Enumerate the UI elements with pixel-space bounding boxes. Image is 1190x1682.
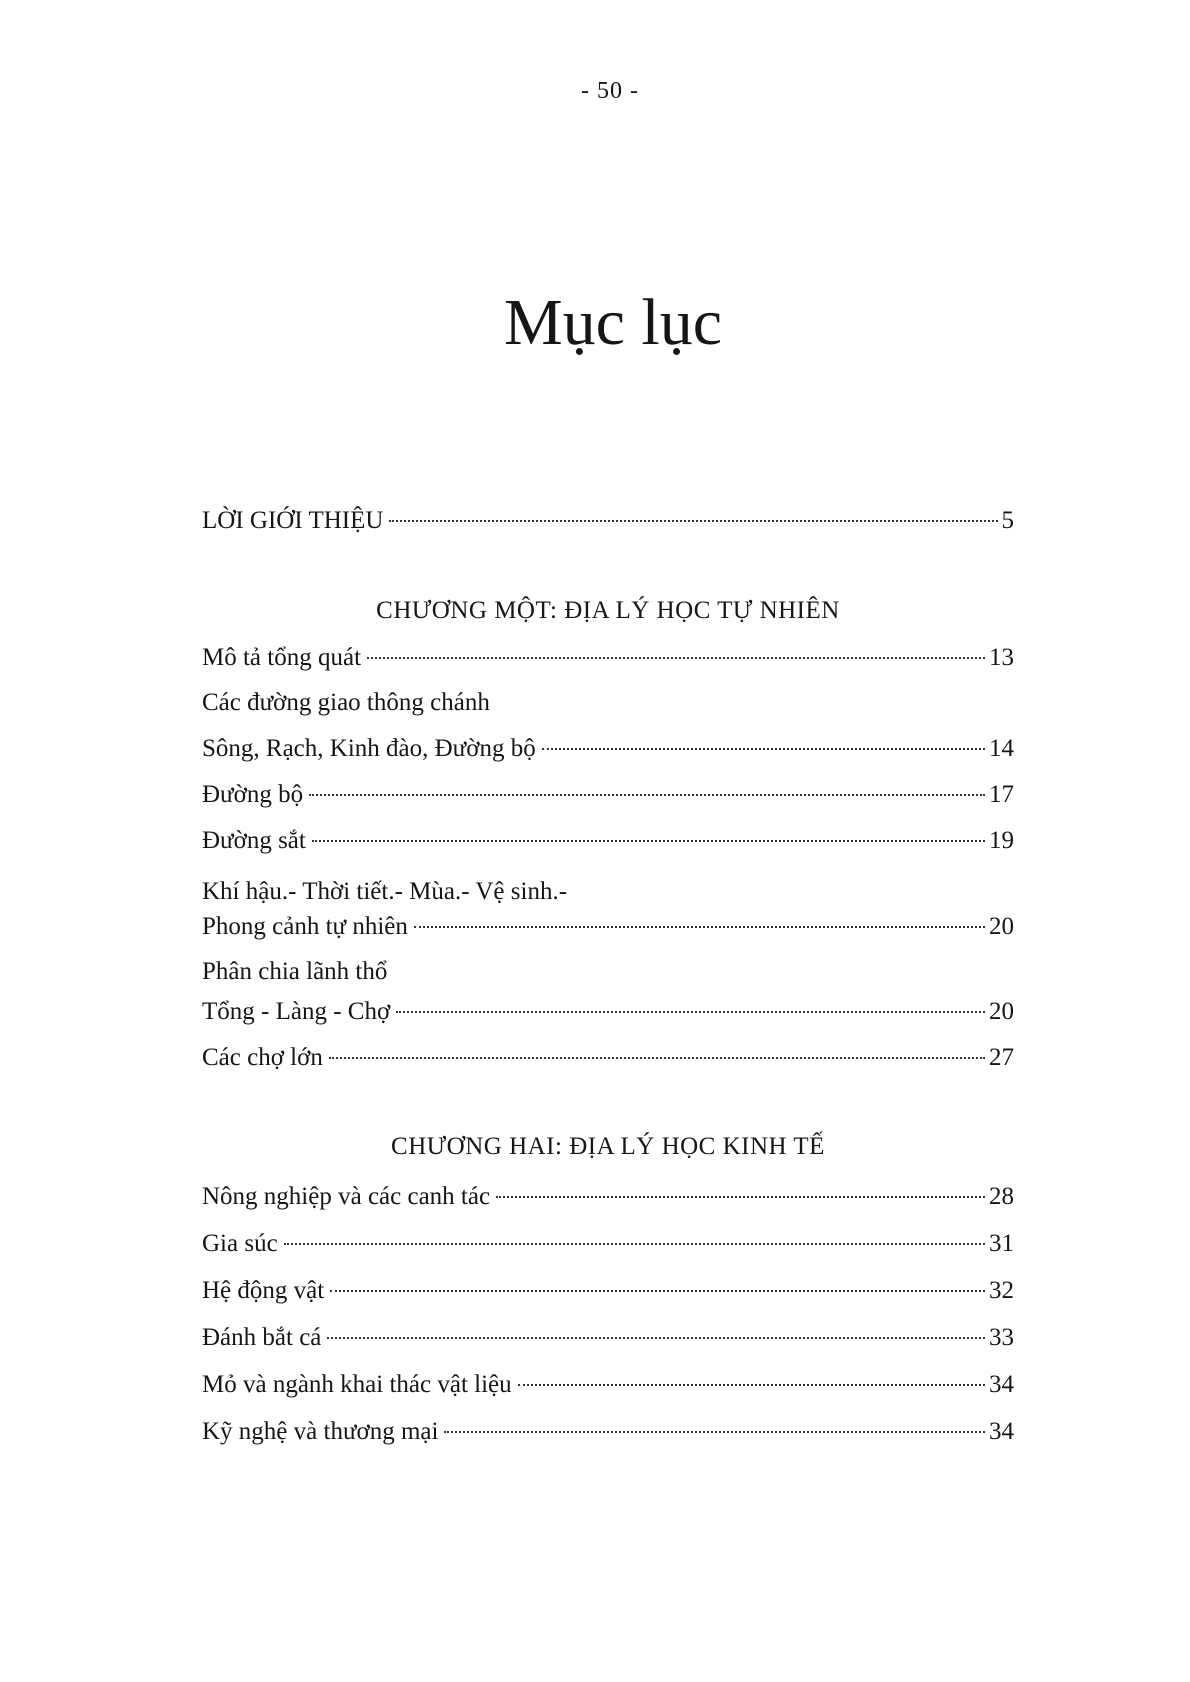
dot-leader — [389, 520, 997, 522]
toc-entry-page: 17 — [989, 781, 1014, 808]
toc-intro — [202, 506, 1014, 536]
toc-entry — [202, 1370, 1014, 1400]
toc-entry-page: 27 — [989, 1044, 1014, 1071]
toc-entry-label: Mô tả tổng quát — [202, 644, 362, 671]
toc-entry-page: 14 — [989, 735, 1014, 762]
toc-entry — [202, 912, 1014, 942]
toc-entry — [202, 1417, 1014, 1447]
toc-entry-intro — [202, 506, 1014, 536]
toc-entry-label: Hệ động vật — [202, 1277, 325, 1304]
toc-entry-label: Mỏ và ngành khai thác vật liệu — [202, 1371, 512, 1398]
toc-entry-page: 19 — [989, 827, 1014, 854]
toc-entry-page: 33 — [989, 1324, 1014, 1351]
toc-entry-ch1-6 — [202, 912, 1014, 942]
toc-entry-ch1-8 — [202, 997, 1014, 1027]
dot-leader — [496, 1196, 985, 1198]
dot-leader — [414, 926, 985, 928]
toc-entry-page: 34 — [989, 1371, 1014, 1398]
toc-entry-label: Sông, Rạch, Kinh đào, Đường bộ — [202, 735, 536, 762]
toc-entry — [202, 734, 1014, 764]
toc-entry — [202, 997, 1014, 1027]
toc-entry-page: 20 — [989, 998, 1014, 1025]
toc-entry-page: 32 — [989, 1277, 1014, 1304]
toc-entry-ch2-0 — [202, 1182, 1014, 1212]
toc-entry-ch1-1: Các đường giao thông chánh — [202, 689, 490, 716]
toc-entry-label: LỜI GIỚI THIỆU — [202, 507, 384, 534]
toc-entry-label: Gia súc — [202, 1230, 278, 1257]
toc-entry — [202, 1276, 1014, 1306]
dot-leader — [327, 1337, 985, 1339]
toc-entry-ch1-2 — [202, 734, 1014, 764]
toc-entry — [202, 1182, 1014, 1212]
toc-entry-ch2-2 — [202, 1276, 1014, 1306]
toc-entry-page: 31 — [989, 1230, 1014, 1257]
toc-entry-ch2-3 — [202, 1323, 1014, 1353]
toc-entry — [202, 643, 1014, 673]
toc-entry-page: 20 — [989, 913, 1014, 940]
page-title: Mục lục — [503, 286, 723, 359]
dot-leader — [284, 1243, 985, 1245]
toc-entry-label: Nông nghiệp và các canh tác — [202, 1183, 491, 1210]
toc-entry-page: 13 — [989, 644, 1014, 671]
toc-entry-label: Các chợ lớn — [202, 1044, 323, 1071]
page-number: - 50 - — [581, 78, 639, 104]
dot-leader — [309, 794, 985, 796]
dot-leader — [396, 1011, 985, 1013]
toc-entry — [202, 1043, 1014, 1073]
toc-entry-ch1-9 — [202, 1043, 1014, 1073]
toc-entry-page: 5 — [1001, 507, 1014, 534]
toc-entry-page: 28 — [989, 1183, 1014, 1210]
dot-leader — [518, 1384, 985, 1386]
toc-entry-ch1-0 — [202, 643, 1014, 673]
toc-entry-ch1-5: Khí hậu.- Thời tiết.- Mùa.- Vệ sinh.- — [202, 878, 568, 905]
dot-leader — [367, 657, 985, 659]
toc-entry-label: Đánh bắt cá — [202, 1324, 322, 1351]
toc-entry-ch2-4 — [202, 1370, 1014, 1400]
toc-entry-ch2-1 — [202, 1229, 1014, 1259]
toc-entry — [202, 826, 1014, 856]
dot-leader — [330, 1290, 985, 1292]
toc-entry-ch1-3 — [202, 780, 1014, 810]
toc-entry — [202, 780, 1014, 810]
toc-entry-label: Đường sắt — [202, 827, 306, 854]
toc-entry-label: Tổng - Làng - Chợ — [202, 998, 391, 1025]
toc-entry — [202, 1323, 1014, 1353]
toc-entry-ch1-7: Phân chia lãnh thổ — [202, 958, 388, 985]
toc-entry-page: 34 — [989, 1418, 1014, 1445]
toc-entry-ch2-5 — [202, 1417, 1014, 1447]
toc-entry-label: Phong cảnh tự nhiên — [202, 913, 408, 940]
toc-entry-label: Kỹ nghệ và thương mại — [202, 1418, 439, 1445]
toc-entry-label: Đường bộ — [202, 781, 304, 808]
toc-entry-ch1-4 — [202, 826, 1014, 856]
toc-entry — [202, 1229, 1014, 1259]
chapter-heading-1: CHƯƠNG MỘT: ĐỊA LÝ HỌC TỰ NHIÊN — [376, 597, 840, 624]
dot-leader — [444, 1431, 985, 1433]
dot-leader — [312, 840, 985, 842]
dot-leader — [329, 1057, 985, 1059]
dot-leader — [542, 748, 985, 750]
chapter-heading-2: CHƯƠNG HAI: ĐỊA LÝ HỌC KINH TẾ — [391, 1133, 825, 1160]
